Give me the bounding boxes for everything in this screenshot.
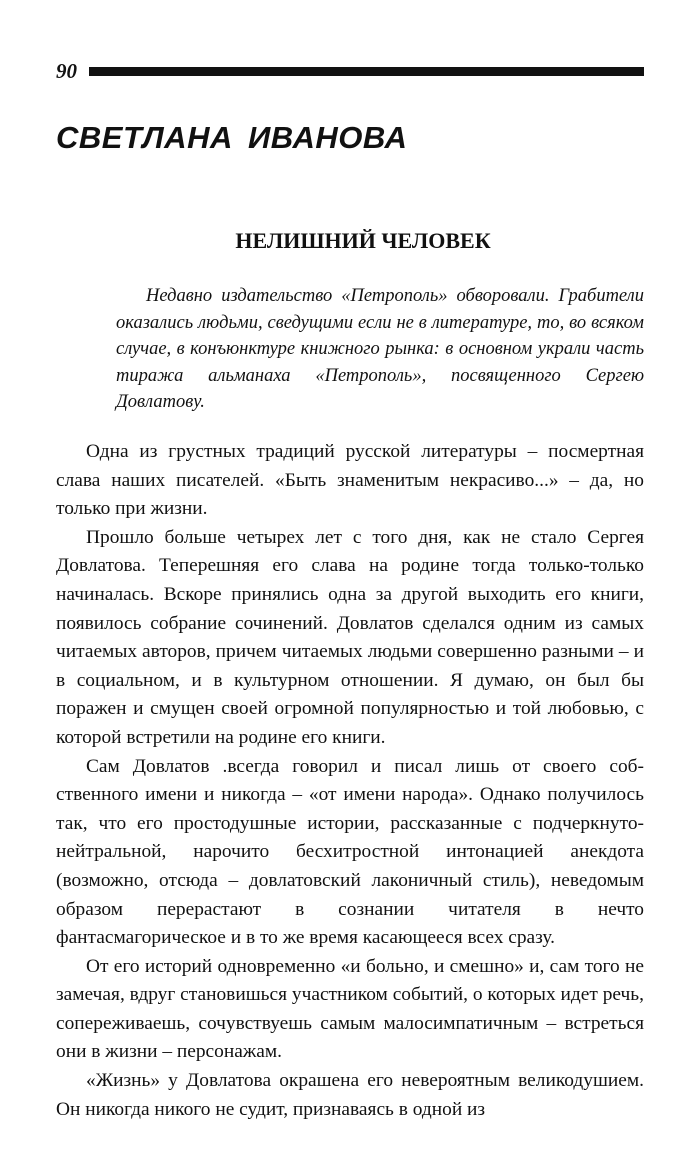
page-number: 90 — [56, 59, 77, 83]
paragraph: Одна из грустных традиций русской литературы – посмертная слава наших писателей. «Быть знаменитым некрасиво...» – да, но только при жизни. — [56, 441, 644, 520]
article-title: НЕЛИШНИЙ ЧЕЛОВЕК — [235, 228, 491, 253]
paragraph: Сам Довлатов .всегда говорил и писал лишь от своего собственного имени и никогда – «от имени народа». Однако получилось так, что его простодушные истории, рассказанные с подчеркнуто-нейтральной, нарочито бесхитростной интонацией анекдота (возможно, отсюда – довлатовский лаконичный стиль), неведомым образом перерастают в сознании читателя в нечто фантасмагорическое и в то же время касающееся всех сразу. — [56, 755, 644, 949]
header-rule — [89, 67, 644, 76]
body-text — [56, 438, 644, 1124]
author-name: СВЕТЛАНА ИВАНОВА — [56, 120, 408, 155]
paragraph: «Жизнь» у Довлатова окрашена его невероятным великодушием. Он никогда никого не судит, признаваясь в одной из — [56, 1070, 644, 1120]
paragraph: От его историй одновременно «и больно, и смешно» и, сам того не замечая, вдруг становишься участником событий, о которых идет речь, сопереживаешь, сочувствуешь самым малосимпатичным – встреться они в жизни – персонажам. — [56, 955, 644, 1063]
page-header — [56, 58, 644, 84]
epigraph: Недавно издательство «Петрополь» обворовали. Грабители оказались людьми, сведущими если не в литературе, то, во всяком случае, в конъюнктуре книжного рынка: в основном украли часть тиража альманаха «Петрополь», посвященного Сергею Довлатову. — [116, 286, 644, 412]
paragraph: Прошло больше четырех лет с того дня, как не стало Сергея Довлатова. Теперешняя его слава на родине тогда только-только начиналась. Вскоре принялись одна за другой выходить его книги, появилось собрание сочинений. Довлатов сделался одним из самых читаемых авторов, причем читаемых людьми совершенно разными – и в социальном, и в культурном отношении. Я думаю, он был бы поражен и смущен своей огромной популярностью и той любовью, с которой встретили на родине его книги. — [56, 526, 644, 748]
